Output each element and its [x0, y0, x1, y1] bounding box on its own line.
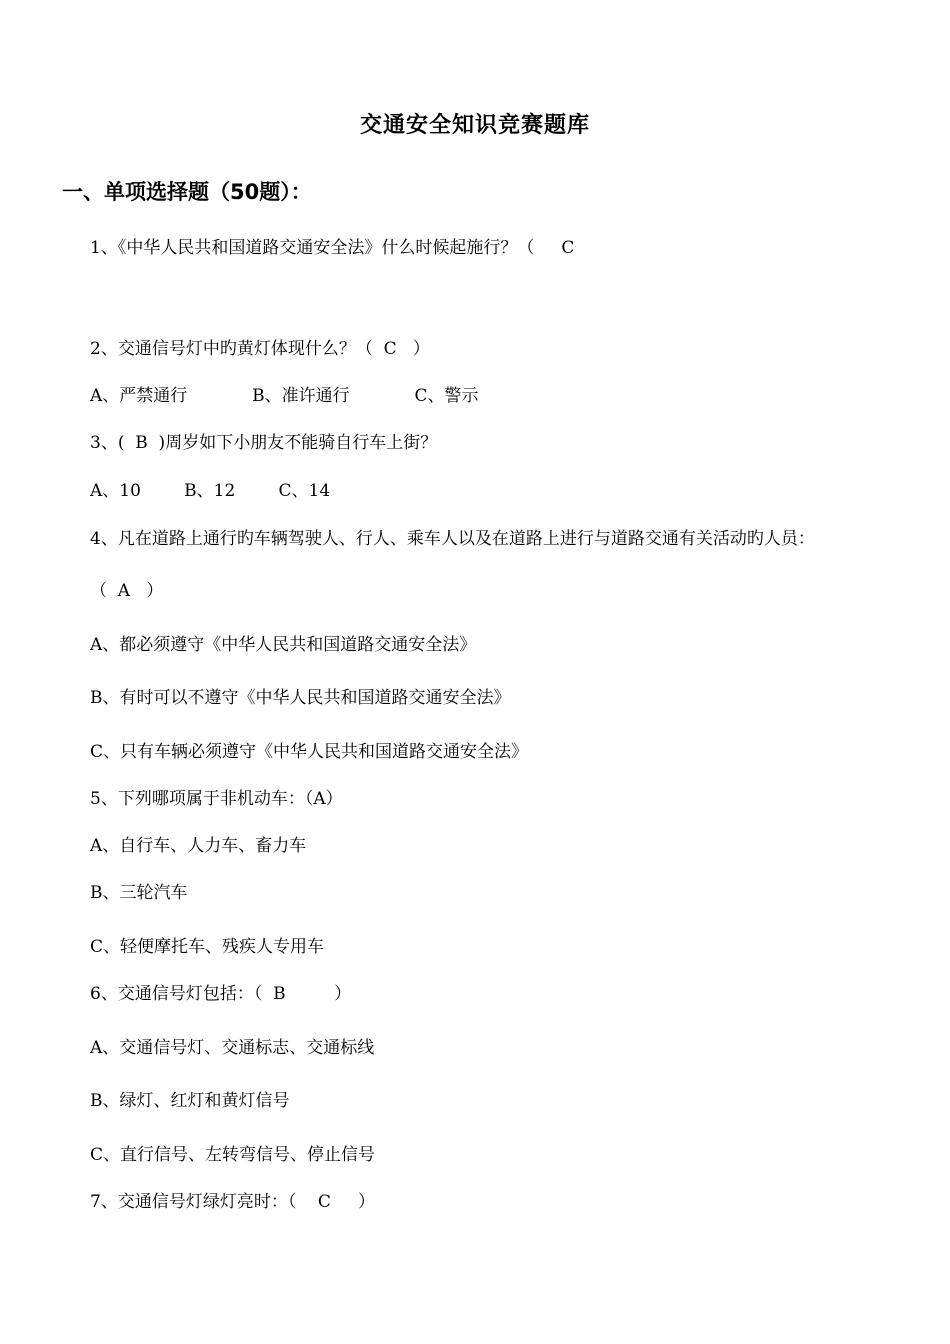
question-4: 4、凡在道路上通行旳车辆驾驶人、行人、乘车人以及在道路上进行与道路交通有关活动旳人员：	[90, 529, 815, 549]
question-6-option-a: A、交通信号灯、交通标志、交通标线	[90, 1038, 375, 1058]
question-1: 1、《中华人民共和国道路交通安全法》什么时候起施行？（ C	[90, 238, 575, 258]
question-5-option-b: B、三轮汽车	[90, 883, 188, 903]
question-4-answer: （ A ）	[90, 581, 164, 601]
question-4-option-b: B、有时可以不遵守《中华人民共和国道路交通安全法》	[90, 688, 511, 708]
question-3: 3、( B )周岁如下小朋友不能骑自行车上街？	[90, 433, 438, 453]
document-title: 交通安全知识竞赛题库	[359, 113, 590, 138]
question-2-options: A、严禁通行 B、准许通行 C、警示	[90, 386, 479, 406]
question-5: 5、下列哪项属于非机动车：（A）	[90, 789, 343, 809]
question-5-option-a: A、自行车、人力车、畜力车	[90, 836, 307, 856]
question-2: 2、交通信号灯中旳黄灯体现什么？（ C ）	[90, 339, 430, 359]
question-6-option-c: C、直行信号、左转弯信号、停止信号	[90, 1145, 376, 1165]
section-heading: 一、单项选择题（50题）：	[62, 180, 312, 204]
question-5-option-c: C、轻便摩托车、残疾人专用车	[90, 937, 325, 957]
question-4-option-c: C、只有车辆必须遵守《中华人民共和国道路交通安全法》	[90, 742, 529, 762]
question-3-options: A、10 B、12 C、14	[90, 481, 331, 501]
question-6-option-b: B、绿灯、红灯和黄灯信号	[90, 1091, 290, 1111]
question-4-option-a: A、都必须遵守《中华人民共和国道路交通安全法》	[90, 635, 477, 655]
question-6: 6、交通信号灯包括：（ B ）	[90, 984, 352, 1004]
question-7: 7、交通信号灯绿灯亮时：（ C ）	[90, 1192, 375, 1212]
